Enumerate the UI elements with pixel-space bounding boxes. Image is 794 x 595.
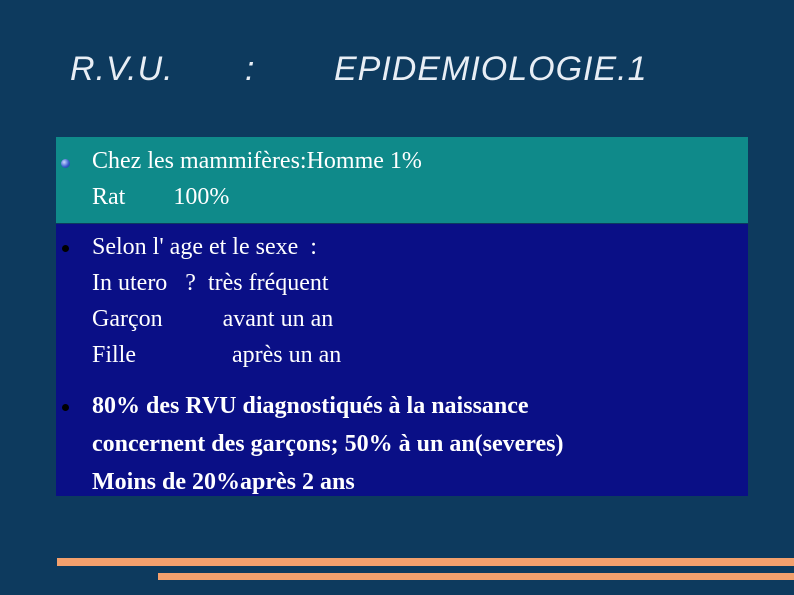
title-part-topic: EPIDEMIOLOGIE.1: [334, 50, 648, 88]
bullet-icon: [62, 404, 69, 411]
accent-bar-bottom: [158, 573, 794, 580]
title-part-colon: :: [245, 50, 256, 88]
bullet-icon: [61, 159, 70, 168]
bullet-icon: [62, 245, 69, 252]
title-part-abbrev: R.V.U.: [70, 50, 174, 88]
list-item-text: Chez les mammifères:Homme 1% Rat 100%: [92, 148, 422, 210]
list-item-text: 80% des RVU diagnostiqués à la naissance concernent des garçons; 50% à un an(severes) Moins de 20%après 2 ans: [92, 393, 564, 495]
accent-bar-top: [57, 558, 794, 566]
list-item-text: Selon l' age et le sexe : In utero ? très fréquent Garçon avant un an Fille après un an: [92, 234, 342, 368]
slide-title: [70, 50, 770, 100]
